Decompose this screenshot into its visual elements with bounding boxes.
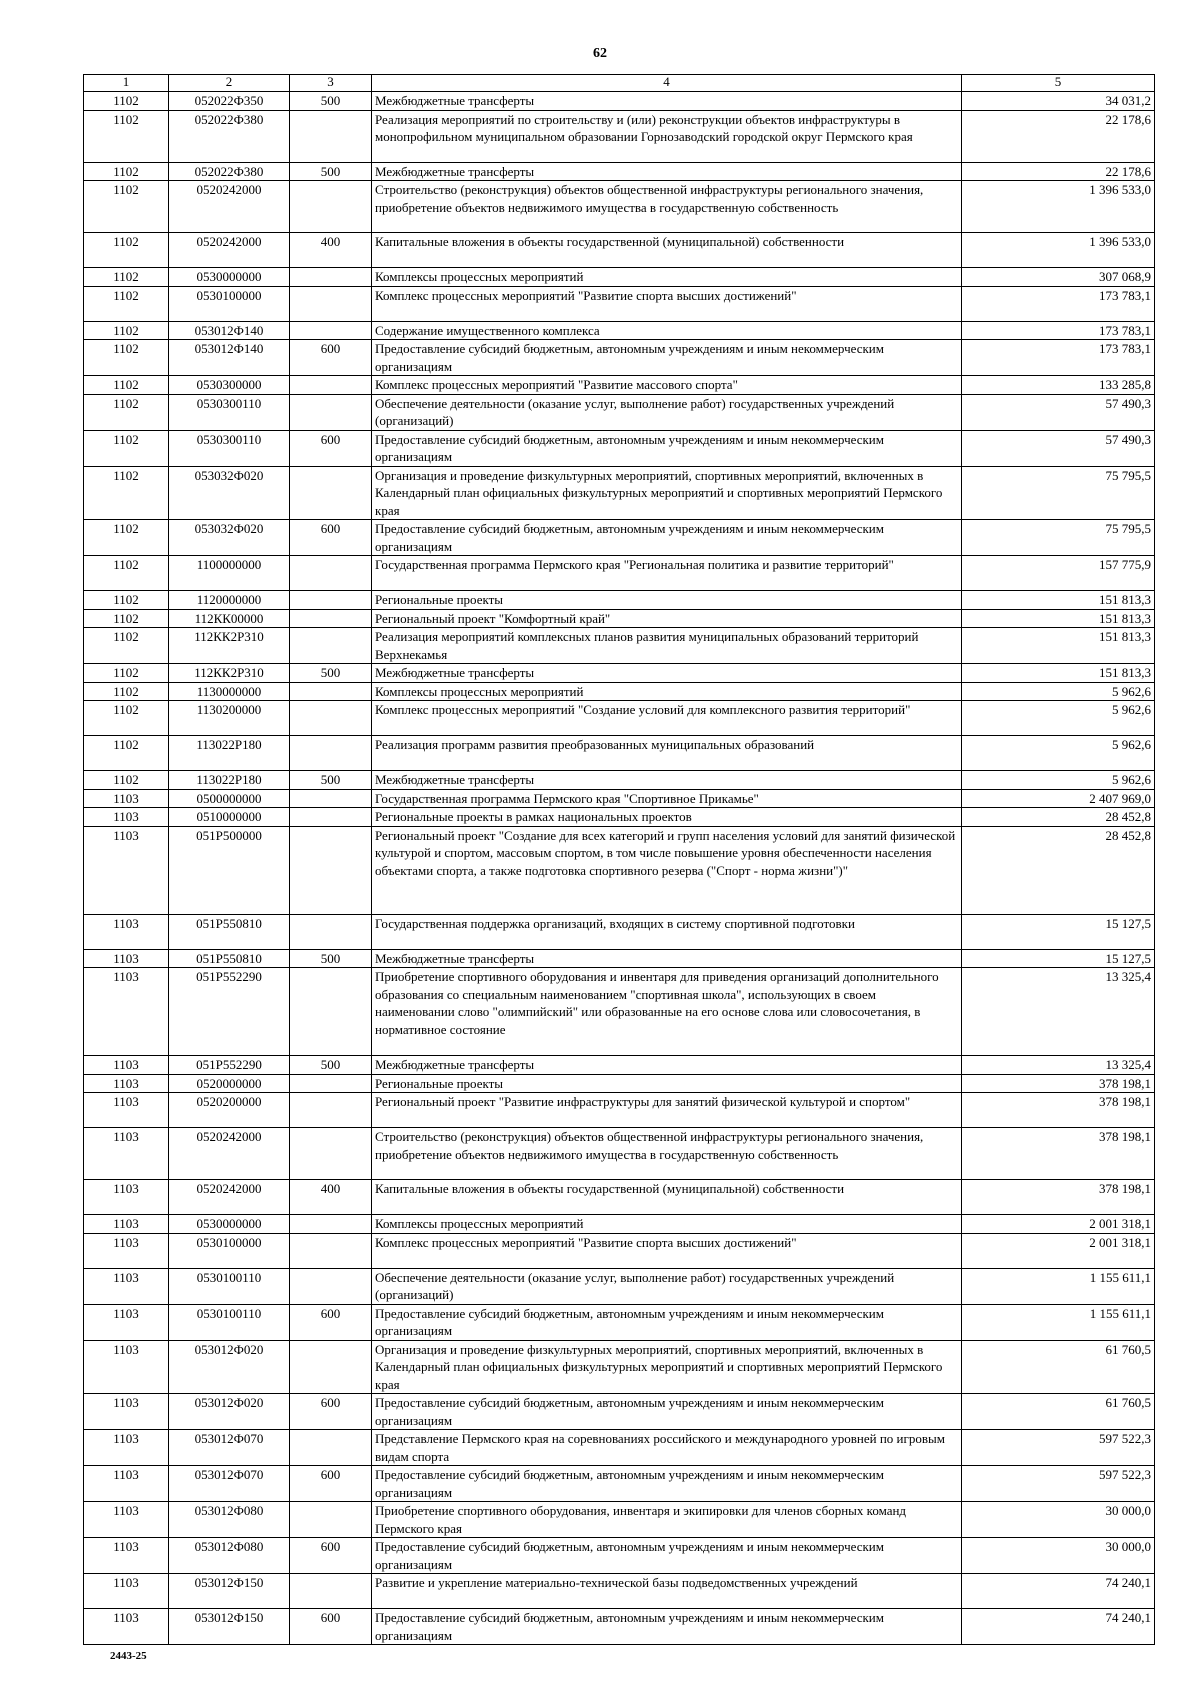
cell-c3: 400 — [290, 233, 372, 268]
cell-c4: Межбюджетные трансферты — [372, 664, 962, 683]
cell-c5: 173 783,1 — [962, 321, 1155, 340]
cell-c5: 13 325,4 — [962, 1056, 1155, 1075]
cell-c3: 500 — [290, 1056, 372, 1075]
cell-c3 — [290, 1233, 372, 1268]
cell-c1: 1103 — [84, 826, 169, 914]
cell-c5: 5 962,6 — [962, 682, 1155, 701]
cell-c5: 2 001 318,1 — [962, 1233, 1155, 1268]
cell-c3 — [290, 914, 372, 949]
cell-c3 — [290, 1574, 372, 1609]
cell-c2: 0530100000 — [169, 286, 290, 321]
cell-c3 — [290, 321, 372, 340]
cell-c5: 151 813,3 — [962, 609, 1155, 628]
cell-c2: 0520242000 — [169, 1180, 290, 1215]
cell-c5: 151 813,3 — [962, 591, 1155, 610]
table-row — [84, 1180, 1155, 1215]
cell-c1: 1103 — [84, 914, 169, 949]
cell-c1: 1103 — [84, 1233, 169, 1268]
header-col-5: 5 — [962, 75, 1155, 92]
table-row — [84, 682, 1155, 701]
table-row — [84, 771, 1155, 790]
table-row — [84, 286, 1155, 321]
cell-c4: Региональные проекты — [372, 1074, 962, 1093]
table-row — [84, 1430, 1155, 1466]
table-row — [84, 1215, 1155, 1234]
cell-c2: 112КК2Р310 — [169, 664, 290, 683]
cell-c5: 5 962,6 — [962, 736, 1155, 771]
cell-c1: 1102 — [84, 556, 169, 591]
cell-c2: 053012Ф150 — [169, 1609, 290, 1645]
cell-c2: 051Р500000 — [169, 826, 290, 914]
cell-c2: 0530100000 — [169, 1233, 290, 1268]
cell-c2: 0520000000 — [169, 1074, 290, 1093]
cell-c1: 1102 — [84, 340, 169, 376]
table-row — [84, 609, 1155, 628]
cell-c4: Межбюджетные трансферты — [372, 771, 962, 790]
cell-c3 — [290, 1340, 372, 1394]
cell-c1: 1102 — [84, 682, 169, 701]
cell-c5: 1 396 533,0 — [962, 233, 1155, 268]
cell-c4: Комплекс процессных мероприятий "Развитие спорта высших достижений" — [372, 286, 962, 321]
cell-c4: Предоставление субсидий бюджетным, автономным учреждениям и иным некоммерческим организациям — [372, 1609, 962, 1645]
cell-c1: 1103 — [84, 1093, 169, 1128]
cell-c1: 1103 — [84, 1538, 169, 1574]
cell-c2: 053012Ф020 — [169, 1340, 290, 1394]
cell-c2: 112КК2Р310 — [169, 628, 290, 664]
table-row — [84, 321, 1155, 340]
cell-c4: Приобретение спортивного оборудования и инвентаря для приведения организаций дополнительного образования со специальным наименованием "спортивная школа", использующих в своем наименовании слово "олимпийский" или образованные на его основе слова или словосочетания, в нормативное состояние — [372, 968, 962, 1056]
cell-c2: 0530300110 — [169, 430, 290, 466]
table-row — [84, 394, 1155, 430]
cell-c5: 74 240,1 — [962, 1609, 1155, 1645]
cell-c4: Комплекс процессных мероприятий "Развитие массового спорта" — [372, 376, 962, 395]
cell-c5: 30 000,0 — [962, 1502, 1155, 1538]
cell-c3 — [290, 376, 372, 395]
cell-c1: 1102 — [84, 736, 169, 771]
cell-c1: 1103 — [84, 808, 169, 827]
cell-c4: Представление Пермского края на соревнованиях российского и международного уровней по игровым видам спорта — [372, 1430, 962, 1466]
cell-c1: 1102 — [84, 321, 169, 340]
cell-c3: 600 — [290, 1394, 372, 1430]
cell-c3 — [290, 1128, 372, 1180]
cell-c3: 600 — [290, 1304, 372, 1340]
cell-c2: 051Р550810 — [169, 949, 290, 968]
cell-c3: 600 — [290, 430, 372, 466]
cell-c4: Предоставление субсидий бюджетным, автономным учреждениям и иным некоммерческим организациям — [372, 1394, 962, 1430]
header-col-2: 2 — [169, 75, 290, 92]
cell-c1: 1102 — [84, 376, 169, 395]
cell-c4: Комплекс процессных мероприятий "Развитие спорта высших достижений" — [372, 1233, 962, 1268]
table-row — [84, 181, 1155, 233]
cell-c5: 597 522,3 — [962, 1430, 1155, 1466]
cell-c2: 0530300000 — [169, 376, 290, 395]
cell-c5: 75 795,5 — [962, 520, 1155, 556]
cell-c5: 22 178,6 — [962, 162, 1155, 181]
cell-c3: 600 — [290, 1538, 372, 1574]
cell-c2: 053032Ф020 — [169, 466, 290, 520]
cell-c5: 173 783,1 — [962, 340, 1155, 376]
cell-c3 — [290, 1502, 372, 1538]
cell-c5: 378 198,1 — [962, 1128, 1155, 1180]
cell-c1: 1103 — [84, 1609, 169, 1645]
cell-c5: 34 031,2 — [962, 92, 1155, 111]
table-row — [84, 1304, 1155, 1340]
table-row — [84, 556, 1155, 591]
table-row — [84, 736, 1155, 771]
cell-c4: Межбюджетные трансферты — [372, 92, 962, 111]
table-row — [84, 1574, 1155, 1609]
cell-c1: 1103 — [84, 1180, 169, 1215]
table-row — [84, 1268, 1155, 1304]
table-row — [84, 1074, 1155, 1093]
cell-c3: 500 — [290, 162, 372, 181]
cell-c1: 1102 — [84, 701, 169, 736]
cell-c2: 1130000000 — [169, 682, 290, 701]
cell-c4: Организация и проведение физкультурных мероприятий, спортивных мероприятий, включенных в Календарный план официальных физкультурных мероприятий и спортивных мероприятий Пермского края — [372, 466, 962, 520]
cell-c5: 133 285,8 — [962, 376, 1155, 395]
cell-c2: 0500000000 — [169, 789, 290, 808]
table-row — [84, 628, 1155, 664]
cell-c4: Капитальные вложения в объекты государственной (муниципальной) собственности — [372, 1180, 962, 1215]
table-row — [84, 1340, 1155, 1394]
cell-c1: 1103 — [84, 949, 169, 968]
cell-c1: 1102 — [84, 233, 169, 268]
cell-c1: 1103 — [84, 1128, 169, 1180]
cell-c5: 378 198,1 — [962, 1074, 1155, 1093]
cell-c1: 1102 — [84, 664, 169, 683]
table-row — [84, 162, 1155, 181]
cell-c4: Обеспечение деятельности (оказание услуг, выполнение работ) государственных учреждений (организаций) — [372, 1268, 962, 1304]
cell-c3 — [290, 394, 372, 430]
cell-c5: 151 813,3 — [962, 628, 1155, 664]
table-row — [84, 1128, 1155, 1180]
cell-c1: 1102 — [84, 394, 169, 430]
cell-c3 — [290, 808, 372, 827]
cell-c3: 600 — [290, 340, 372, 376]
cell-c2: 0530100110 — [169, 1268, 290, 1304]
cell-c4: Государственная поддержка организаций, входящих в систему спортивной подготовки — [372, 914, 962, 949]
cell-c3 — [290, 682, 372, 701]
cell-c4: Предоставление субсидий бюджетным, автономным учреждениям и иным некоммерческим организациям — [372, 1466, 962, 1502]
cell-c3: 600 — [290, 520, 372, 556]
cell-c1: 1102 — [84, 609, 169, 628]
cell-c4: Предоставление субсидий бюджетным, автономным учреждениям и иным некоммерческим организациям — [372, 1304, 962, 1340]
cell-c4: Содержание имущественного комплекса — [372, 321, 962, 340]
table-row — [84, 591, 1155, 610]
cell-c4: Предоставление субсидий бюджетным, автономным учреждениям и иным некоммерческим организациям — [372, 520, 962, 556]
cell-c5: 30 000,0 — [962, 1538, 1155, 1574]
cell-c2: 053012Ф140 — [169, 340, 290, 376]
table-body — [84, 92, 1155, 1645]
table-row — [84, 968, 1155, 1056]
cell-c5: 1 155 611,1 — [962, 1268, 1155, 1304]
cell-c3: 500 — [290, 92, 372, 111]
cell-c4: Реализация мероприятий по строительству и (или) реконструкции объектов инфраструктуры в монопрофильном муниципальном образовании Горнозаводский городской округ Пермского края — [372, 110, 962, 162]
cell-c5: 15 127,5 — [962, 914, 1155, 949]
cell-c2: 052022Ф350 — [169, 92, 290, 111]
cell-c5: 61 760,5 — [962, 1340, 1155, 1394]
cell-c4: Комплекс процессных мероприятий "Создание условий для комплексного развития территорий" — [372, 701, 962, 736]
cell-c1: 1103 — [84, 1394, 169, 1430]
header-col-1: 1 — [84, 75, 169, 92]
table-row — [84, 1538, 1155, 1574]
cell-c2: 0520200000 — [169, 1093, 290, 1128]
cell-c4: Комплексы процессных мероприятий — [372, 1215, 962, 1234]
table-row — [84, 92, 1155, 111]
cell-c2: 052022Ф380 — [169, 162, 290, 181]
cell-c4: Межбюджетные трансферты — [372, 1056, 962, 1075]
cell-c5: 151 813,3 — [962, 664, 1155, 683]
cell-c1: 1103 — [84, 1304, 169, 1340]
cell-c5: 5 962,6 — [962, 771, 1155, 790]
cell-c3: 600 — [290, 1466, 372, 1502]
cell-c1: 1103 — [84, 1215, 169, 1234]
cell-c2: 0520242000 — [169, 1128, 290, 1180]
cell-c2: 053032Ф020 — [169, 520, 290, 556]
cell-c2: 053012Ф070 — [169, 1430, 290, 1466]
cell-c3: 500 — [290, 664, 372, 683]
table-row — [84, 789, 1155, 808]
cell-c3 — [290, 968, 372, 1056]
cell-c5: 15 127,5 — [962, 949, 1155, 968]
cell-c2: 0530000000 — [169, 1215, 290, 1234]
cell-c2: 053012Ф020 — [169, 1394, 290, 1430]
cell-c5: 74 240,1 — [962, 1574, 1155, 1609]
table-row — [84, 949, 1155, 968]
cell-c3 — [290, 466, 372, 520]
cell-c2: 1120000000 — [169, 591, 290, 610]
cell-c4: Региональный проект "Развитие инфраструктуры для занятий физической культурой и спортом" — [372, 1093, 962, 1128]
cell-c3 — [290, 609, 372, 628]
cell-c1: 1103 — [84, 789, 169, 808]
cell-c1: 1103 — [84, 968, 169, 1056]
table-row — [84, 430, 1155, 466]
cell-c3 — [290, 268, 372, 287]
cell-c3 — [290, 1093, 372, 1128]
cell-c4: Региональные проекты — [372, 591, 962, 610]
cell-c5: 13 325,4 — [962, 968, 1155, 1056]
cell-c1: 1102 — [84, 771, 169, 790]
cell-c4: Государственная программа Пермского края "Спортивное Прикамье" — [372, 789, 962, 808]
cell-c5: 28 452,8 — [962, 826, 1155, 914]
cell-c4: Реализация программ развития преобразованных муниципальных образований — [372, 736, 962, 771]
cell-c5: 1 155 611,1 — [962, 1304, 1155, 1340]
cell-c1: 1102 — [84, 286, 169, 321]
cell-c5: 307 068,9 — [962, 268, 1155, 287]
cell-c4: Строительство (реконструкция) объектов общественной инфраструктуры регионального значения, приобретение объектов недвижимого имущества в государственную собственность — [372, 181, 962, 233]
cell-c1: 1102 — [84, 591, 169, 610]
cell-c1: 1103 — [84, 1056, 169, 1075]
cell-c2: 053012Ф150 — [169, 1574, 290, 1609]
cell-c2: 0510000000 — [169, 808, 290, 827]
table-row — [84, 1609, 1155, 1645]
cell-c4: Капитальные вложения в объекты государственной (муниципальной) собственности — [372, 233, 962, 268]
cell-c4: Строительство (реконструкция) объектов общественной инфраструктуры регионального значения, приобретение объектов недвижимого имущества в государственную собственность — [372, 1128, 962, 1180]
cell-c2: 0520242000 — [169, 233, 290, 268]
table-row — [84, 520, 1155, 556]
cell-c2: 113022Р180 — [169, 771, 290, 790]
cell-c4: Комплексы процессных мероприятий — [372, 682, 962, 701]
cell-c2: 0520242000 — [169, 181, 290, 233]
cell-c4: Межбюджетные трансферты — [372, 949, 962, 968]
cell-c1: 1102 — [84, 520, 169, 556]
table-row — [84, 701, 1155, 736]
cell-c1: 1102 — [84, 430, 169, 466]
cell-c5: 61 760,5 — [962, 1394, 1155, 1430]
cell-c1: 1103 — [84, 1430, 169, 1466]
cell-c5: 157 775,9 — [962, 556, 1155, 591]
cell-c3 — [290, 826, 372, 914]
cell-c2: 053012Ф140 — [169, 321, 290, 340]
cell-c1: 1103 — [84, 1340, 169, 1394]
header-col-3: 3 — [290, 75, 372, 92]
cell-c3 — [290, 181, 372, 233]
table-row — [84, 340, 1155, 376]
cell-c1: 1103 — [84, 1074, 169, 1093]
header-col-4: 4 — [372, 75, 962, 92]
cell-c1: 1103 — [84, 1502, 169, 1538]
cell-c5: 378 198,1 — [962, 1180, 1155, 1215]
cell-c4: Государственная программа Пермского края "Региональная политика и развитие территорий" — [372, 556, 962, 591]
cell-c5: 2 001 318,1 — [962, 1215, 1155, 1234]
cell-c4: Реализация мероприятий комплексных планов развития муниципальных образований территорий Верхнекамья — [372, 628, 962, 664]
cell-c1: 1102 — [84, 466, 169, 520]
cell-c5: 597 522,3 — [962, 1466, 1155, 1502]
cell-c4: Обеспечение деятельности (оказание услуг, выполнение работ) государственных учреждений (организаций) — [372, 394, 962, 430]
cell-c5: 1 396 533,0 — [962, 181, 1155, 233]
cell-c3 — [290, 736, 372, 771]
table-row — [84, 110, 1155, 162]
cell-c3: 400 — [290, 1180, 372, 1215]
cell-c3 — [290, 556, 372, 591]
cell-c5: 57 490,3 — [962, 430, 1155, 466]
cell-c1: 1102 — [84, 92, 169, 111]
table-row — [84, 664, 1155, 683]
cell-c4: Региональные проекты в рамках национальных проектов — [372, 808, 962, 827]
cell-c3 — [290, 701, 372, 736]
table-header-row — [84, 75, 1155, 92]
cell-c4: Приобретение спортивного оборудования, инвентаря и экипировки для членов сборных команд Пермского края — [372, 1502, 962, 1538]
cell-c3 — [290, 110, 372, 162]
cell-c1: 1102 — [84, 181, 169, 233]
cell-c4: Предоставление субсидий бюджетным, автономным учреждениям и иным некоммерческим организациям — [372, 340, 962, 376]
cell-c3 — [290, 1430, 372, 1466]
cell-c5: 57 490,3 — [962, 394, 1155, 430]
table-row — [84, 376, 1155, 395]
cell-c4: Межбюджетные трансферты — [372, 162, 962, 181]
cell-c4: Региональный проект "Создание для всех категорий и групп населения условий для занятий физической культурой и спортом, массовым спортом, в том числе повышение уровня обеспеченности населения объектами спорта, а также подготовка спортивного резерва ("Спорт - норма жизни")" — [372, 826, 962, 914]
table-row — [84, 1056, 1155, 1075]
cell-c2: 1130200000 — [169, 701, 290, 736]
cell-c1: 1103 — [84, 1466, 169, 1502]
table-row — [84, 1394, 1155, 1430]
page-number: 62 — [593, 46, 607, 61]
cell-c2: 1100000000 — [169, 556, 290, 591]
cell-c5: 378 198,1 — [962, 1093, 1155, 1128]
cell-c1: 1102 — [84, 268, 169, 287]
budget-table — [83, 74, 1155, 1645]
cell-c4: Организация и проведение физкультурных мероприятий, спортивных мероприятий, включенных в Календарный план официальных физкультурных мероприятий и спортивных мероприятий Пермского края — [372, 1340, 962, 1394]
cell-c2: 051Р552290 — [169, 1056, 290, 1075]
cell-c5: 5 962,6 — [962, 701, 1155, 736]
cell-c2: 113022Р180 — [169, 736, 290, 771]
cell-c3 — [290, 789, 372, 808]
footer-code: 2443-25 — [110, 1650, 147, 1662]
table-row — [84, 1502, 1155, 1538]
cell-c2: 0530100110 — [169, 1304, 290, 1340]
cell-c3 — [290, 591, 372, 610]
table-row — [84, 826, 1155, 914]
table-row — [84, 914, 1155, 949]
cell-c3: 600 — [290, 1609, 372, 1645]
cell-c3: 500 — [290, 949, 372, 968]
cell-c5: 75 795,5 — [962, 466, 1155, 520]
table-row — [84, 808, 1155, 827]
cell-c3: 500 — [290, 771, 372, 790]
cell-c2: 052022Ф380 — [169, 110, 290, 162]
cell-c5: 173 783,1 — [962, 286, 1155, 321]
cell-c1: 1102 — [84, 162, 169, 181]
cell-c5: 28 452,8 — [962, 808, 1155, 827]
cell-c1: 1103 — [84, 1268, 169, 1304]
cell-c4: Предоставление субсидий бюджетным, автономным учреждениям и иным некоммерческим организациям — [372, 1538, 962, 1574]
cell-c2: 053012Ф080 — [169, 1502, 290, 1538]
table-row — [84, 1466, 1155, 1502]
cell-c5: 2 407 969,0 — [962, 789, 1155, 808]
table-row — [84, 1093, 1155, 1128]
cell-c1: 1102 — [84, 628, 169, 664]
cell-c1: 1102 — [84, 110, 169, 162]
cell-c3 — [290, 1268, 372, 1304]
cell-c2: 112КК00000 — [169, 609, 290, 628]
cell-c2: 053012Ф070 — [169, 1466, 290, 1502]
cell-c3 — [290, 1074, 372, 1093]
cell-c1: 1103 — [84, 1574, 169, 1609]
cell-c3 — [290, 286, 372, 321]
table-row — [84, 466, 1155, 520]
cell-c4: Развитие и укрепление материально-технической базы подведомственных учреждений — [372, 1574, 962, 1609]
table-row — [84, 1233, 1155, 1268]
cell-c2: 0530000000 — [169, 268, 290, 287]
cell-c2: 051Р552290 — [169, 968, 290, 1056]
cell-c3 — [290, 628, 372, 664]
cell-c2: 053012Ф080 — [169, 1538, 290, 1574]
table-row — [84, 268, 1155, 287]
cell-c4: Комплексы процессных мероприятий — [372, 268, 962, 287]
cell-c2: 051Р550810 — [169, 914, 290, 949]
cell-c2: 0530300110 — [169, 394, 290, 430]
cell-c5: 22 178,6 — [962, 110, 1155, 162]
cell-c4: Предоставление субсидий бюджетным, автономным учреждениям и иным некоммерческим организациям — [372, 430, 962, 466]
table-row — [84, 233, 1155, 268]
cell-c4: Региональный проект "Комфортный край" — [372, 609, 962, 628]
cell-c3 — [290, 1215, 372, 1234]
